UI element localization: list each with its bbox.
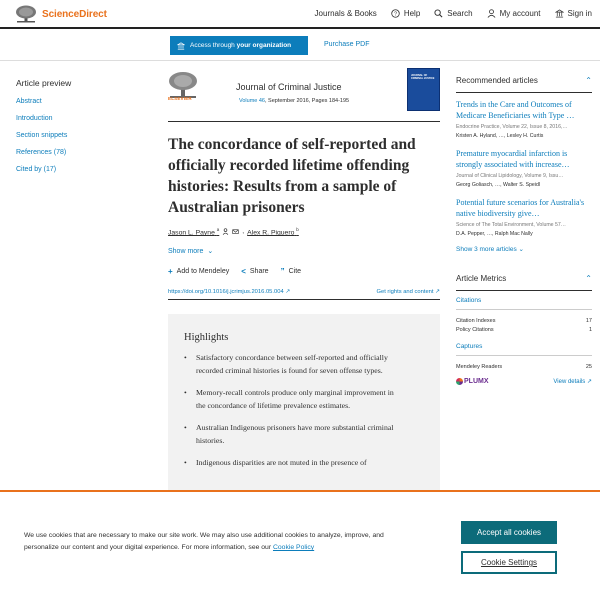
action-label: Cite: [288, 268, 302, 275]
recommended-article-title[interactable]: Premature myocardial infarction is strongly associated with increase…: [456, 149, 570, 169]
chevron-down-icon: ⌄: [518, 246, 524, 253]
cookie-banner: [0, 490, 600, 600]
action-label: Add to Mendeley: [176, 268, 230, 275]
share-button[interactable]: [241, 267, 268, 276]
doi-text: https://doi.org/10.1016/j.jcrimjus.2016.05.004: [168, 289, 284, 295]
article-preview-heading: Article preview: [16, 78, 72, 88]
share-icon: <: [241, 267, 246, 276]
show-more-articles-button[interactable]: [456, 245, 592, 253]
access-label: [190, 42, 291, 49]
recommended-article: [456, 99, 592, 139]
show-more-label: Show more: [168, 247, 204, 255]
nav-my-account[interactable]: [487, 9, 541, 18]
view-details-label: View details: [553, 379, 586, 385]
get-rights-link[interactable]: [376, 289, 440, 295]
issue-pages: , September 2016, Pages 184-195: [265, 98, 350, 104]
sidebar-link-references[interactable]: References (78): [16, 149, 67, 156]
cite-button[interactable]: [281, 267, 301, 276]
recommended-article: [456, 197, 592, 237]
right-sidebar: [456, 76, 592, 385]
elsevier-tree-logo: [15, 5, 37, 23]
recommended-article-source: Science of The Total Environment, Volume 57…: [456, 222, 566, 228]
list-item: • Satisfactory concordance between self-reported and officially recorded criminal histories is found for seven offense types.: [184, 352, 402, 377]
show-more-articles-label: Show 3 more articles: [456, 246, 517, 253]
nav-label: Search: [447, 9, 473, 18]
metric-row: [456, 318, 592, 324]
recommended-article: [456, 148, 592, 188]
person-icon[interactable]: [222, 228, 229, 235]
doi-row: [168, 284, 440, 300]
highlights-panel: [168, 314, 440, 504]
top-nav: [315, 9, 592, 18]
quote-icon: ”: [280, 267, 285, 276]
recommended-heading[interactable]: [456, 76, 592, 90]
journal-cover-image[interactable]: [407, 68, 440, 111]
metric-row: [456, 364, 592, 370]
plumx-icon: [456, 378, 463, 385]
author-list: [168, 227, 299, 236]
elsevier-wordmark: ELSEVIER: [168, 96, 192, 101]
rights-text: Get rights and content: [376, 289, 434, 295]
nav-help[interactable]: [391, 9, 420, 18]
nav-label: Sign in: [567, 9, 592, 18]
metric-name: Policy Citations: [456, 327, 494, 333]
captures-label: Captures: [456, 343, 592, 356]
cookie-settings-button[interactable]: [461, 551, 557, 574]
search-icon: [434, 9, 443, 18]
journal-header: [168, 68, 440, 122]
institution-icon: [177, 42, 185, 50]
metric-value: 17: [585, 318, 592, 324]
external-link-icon: ↗: [285, 289, 291, 295]
left-sidebar: [16, 78, 146, 183]
author-name: Alex R. Piquero: [247, 229, 295, 237]
cover-text: JOURNAL OF CRIMINAL JUSTICE: [411, 74, 435, 80]
view-details-link[interactable]: [553, 378, 592, 385]
show-more-button[interactable]: [168, 247, 213, 255]
brand[interactable]: [15, 5, 107, 23]
list-item: • Memory-recall controls produce only marginal improvement in the concordance of lifetime prevalence estimates.: [184, 387, 402, 412]
plus-icon: +: [168, 267, 173, 276]
divider: [456, 290, 592, 291]
highlights-heading: Highlights: [184, 332, 229, 343]
divider: [456, 92, 592, 93]
brand-name: ScienceDirect: [42, 8, 107, 20]
recommended-article-source: Endocrine Practice, Volume 22, Issue 8, 2016,…: [456, 124, 568, 130]
nav-search[interactable]: [434, 9, 472, 18]
plumx-wordmark: PLUMX: [464, 378, 489, 385]
external-link-icon: ↗: [435, 289, 440, 295]
nav-sign-in[interactable]: [555, 9, 592, 18]
nav-journals-books[interactable]: [315, 9, 377, 18]
action-label: Share: [249, 268, 269, 275]
article-metrics-label: Article Metrics: [456, 274, 507, 283]
author-affiliation: a: [216, 227, 220, 232]
recommended-article-title[interactable]: Trends in the Care and Outcomes of Medicare Beneficiaries with Type …: [456, 100, 575, 120]
citations-label: Citations: [456, 297, 592, 310]
metric-name: Mendeley Readers: [456, 364, 503, 370]
metric-name: Citation Indexes: [456, 318, 496, 324]
chevron-down-icon: ⌄: [207, 248, 214, 255]
access-through-organization-button[interactable]: [170, 36, 308, 55]
recommended-article-source: Journal of Clinical Lipidology, Volume 9, Issu…: [456, 173, 564, 179]
list-item: • Australian Indigenous prisoners have more substantial criminal histories.: [184, 422, 402, 447]
journal-title[interactable]: Journal of Criminal Justice: [236, 82, 342, 92]
article-actions: [168, 267, 301, 276]
recommended-article-authors: D.A. Pepper, …, Ralph Mac Nally: [456, 231, 533, 237]
cookie-message: [24, 530, 384, 554]
list-item: • Indigenous disparities are not muted in the presence of: [184, 457, 402, 470]
volume-link[interactable]: Volume 46: [239, 98, 265, 104]
sidebar-link-section-snippets[interactable]: Section snippets: [16, 132, 68, 139]
access-bold: your organization: [236, 42, 292, 49]
author-link[interactable]: [168, 227, 219, 236]
recommended-article-authors: Georg Goliasch, …, Walter S. Speidl: [456, 182, 540, 188]
top-header: [0, 0, 600, 29]
author-separator: ,: [242, 228, 245, 236]
access-bar: [0, 29, 600, 61]
plumx-logo: [456, 378, 489, 385]
journal-meta: [239, 98, 349, 104]
nav-label: My account: [499, 9, 541, 18]
chevron-up-icon: ⌃: [585, 274, 592, 283]
person-icon: [487, 9, 496, 18]
sidebar-link-abstract[interactable]: Abstract: [16, 98, 42, 105]
author-name: Jason L. Payne: [168, 229, 215, 237]
article-metrics-heading[interactable]: [456, 274, 592, 288]
recommended-article-title[interactable]: Potential future scenarios for Australia's native biodiversity give…: [456, 198, 585, 218]
email-icon[interactable]: [232, 228, 239, 235]
accept-all-cookies-button[interactable]: Accept all cookies: [461, 521, 557, 544]
add-to-mendeley-button[interactable]: [168, 267, 229, 276]
doi-link[interactable]: [168, 289, 290, 295]
author-affiliation: b: [296, 227, 299, 232]
chevron-up-icon: ⌃: [585, 76, 592, 85]
svg-text:?: ?: [393, 11, 397, 18]
cookie-text: We use cookies that are necessary to make our site work. We may also use additional cookies to analyze, improve, and personalize our content and your digital experience. For more information, see our: [24, 532, 384, 551]
recommended-heading-label: Recommended articles: [456, 76, 538, 85]
recommended-article-authors: Kristen A. Hyland, …, Lesley H. Curtis: [456, 133, 544, 139]
nav-label: Help: [403, 9, 421, 18]
metric-value: 25: [585, 364, 592, 370]
access-prefix: Access through: [190, 42, 237, 49]
metric-value: 1: [588, 327, 592, 333]
cookie-settings-label: Cookie Settings: [480, 558, 538, 567]
cookie-policy-link[interactable]: Cookie Policy: [272, 544, 315, 551]
article-title: The concordance of self-reported and officially recorded lifetime offending histories: Results from a sample of Australian prisoners: [168, 136, 416, 216]
metric-row: [456, 327, 592, 333]
highlights-list: [184, 352, 402, 480]
nav-label: Journals & Books: [314, 9, 377, 18]
sidebar-link-introduction[interactable]: Introduction: [16, 115, 53, 122]
purchase-pdf-link[interactable]: Purchase PDF: [324, 41, 370, 48]
external-link-icon: ↗: [586, 379, 592, 385]
institution-icon: [555, 9, 564, 18]
author-link[interactable]: [247, 227, 299, 236]
sidebar-link-cited-by[interactable]: Cited by (17): [16, 166, 57, 173]
plumx-row: [456, 378, 592, 385]
help-circle-icon: [391, 9, 400, 18]
